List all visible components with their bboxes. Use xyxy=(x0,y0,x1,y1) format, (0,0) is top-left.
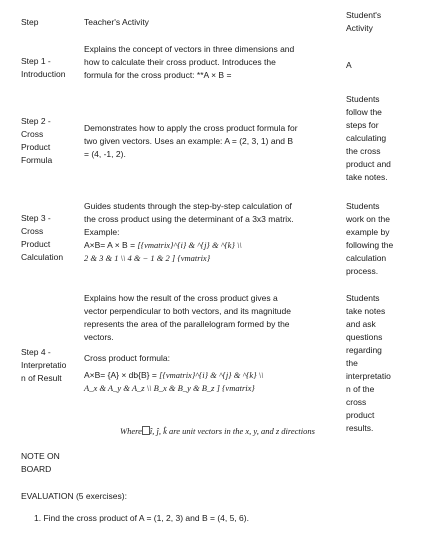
step-3-formula-line-2: 2 & 3 & 1 \\ 4 & − 1 & 2 ] {vmatrix} xyxy=(84,253,211,263)
step-4-formula-line-1: A×B= {A} × db{B} = [{vmatrix}^{i} & ^{j} & ^{k} \\ xyxy=(84,370,264,380)
step-4-formula-line-2: A_x & A_y & A_z \\ B_x & B_y & B_z ] {vmatrix} xyxy=(84,383,255,393)
step-3-teacher-activity: Guides students through the step-by-step calculation of the cross product using the determinant of a 3x3 matrix. Example: A×B= A × B = [{vmatrix}^{i} & ^{j} & ^{k} \\ 2 & 3 & 1 \\ 4 & − 1 & 2 ] {vmatrix} xyxy=(84,200,342,265)
step-3-student-activity: Students work on the example by following the calculation process. xyxy=(346,201,394,276)
note-on-board: NOTE ON BOARD xyxy=(21,451,60,474)
evaluation-title: EVALUATION (5 exercises): xyxy=(21,491,127,501)
header-teacher-activity: Teacher's Activity xyxy=(84,17,149,27)
step-3-label: Step 3 - Cross Product Calculation xyxy=(21,213,64,262)
header-student-activity: Student's Activity xyxy=(346,10,382,33)
step-2-teacher-activity: Demonstrates how to apply the cross product formula for two given vectors. Uses an example: A = (2, 3, 1) and B = (4, -1, 2). xyxy=(84,123,298,159)
step-3-formula-line-1: A×B= A × B = [{vmatrix}^{i} & ^{j} & ^{k} \\ xyxy=(84,240,242,250)
step-4-student-activity: Students take notes and ask questions regarding the interpretatio n of the cross product results. xyxy=(346,293,391,433)
step-4-label: Step 4 - Interpretatio n of Result xyxy=(21,347,67,383)
step-4-teacher-activity: Explains how the result of the cross product gives a vector perpendicular to both vectors, and its magnitude represents the area of the parallelogram formed by the vectors. Cross product formula: A×B= {A} × db{B} = [{vmatrix}^{i} & ^{j} & ^{k} \\ A_x & A_y & A_z \\ B_x & B_y & B_z ] {vmatrix} xyxy=(84,292,342,395)
step-4-formula-label: Cross product formula: xyxy=(84,353,170,363)
step-1-student-activity: A xyxy=(346,60,352,70)
step-4-unit-vector-note: Where î, ĵ, k̂ are unit vectors in the x, y, and z directions xyxy=(120,426,315,436)
evaluation-item: 1. Find the cross product of A = (1, 2, 3) and B = (4, 5, 6). xyxy=(34,513,249,523)
missing-glyph-icon xyxy=(142,426,150,435)
header-step: Step xyxy=(21,17,39,27)
step-1-label: Step 1 - Introduction xyxy=(21,56,66,79)
step-2-label: Step 2 - Cross Product Formula xyxy=(21,116,53,165)
step-1-teacher-activity: Explains the concept of vectors in three dimensions and how to calculate their cross product. Introduces the formula for the cross product: **A × B = xyxy=(84,44,295,80)
step-2-student-activity: Students follow the steps for calculating the cross product and take notes. xyxy=(346,94,391,182)
